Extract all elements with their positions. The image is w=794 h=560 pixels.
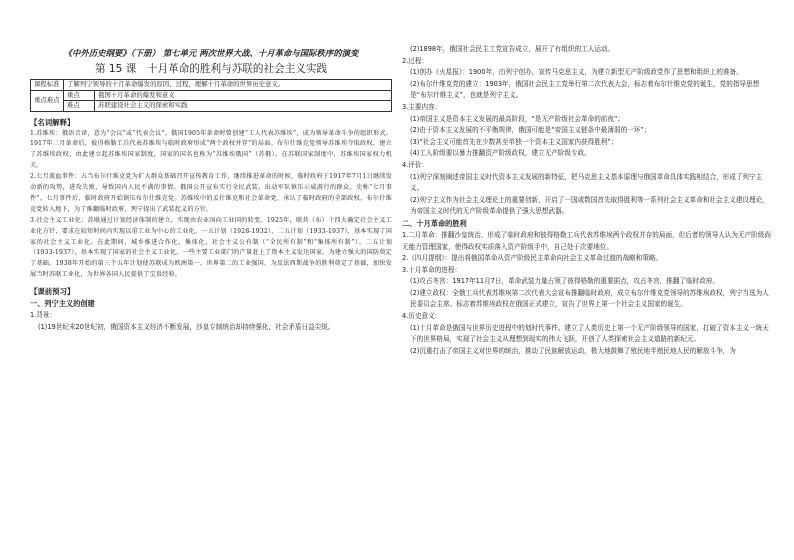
revolution-process-1: (1)攻占冬宫：1917年11月7日，革命武装力量占领了彼得格勒的重要据点，攻占冬宫，推翻了临时政府。	[410, 277, 720, 286]
background-item-2: (2)1898年，俄国社会民主工党宣告成立，展开了有组织的工人运动。	[410, 45, 615, 53]
significance-2: (2)沉重打击了帝国主义对世界的统治，推动了民族解放运动，极大地鼓舞了殖民地半殖民地人民的解放斗争，为	[410, 346, 736, 355]
term-soviet: 1.苏维埃：俄语音译，意为“会议”或“代表会议”。俄国1905年革命时曾创建“工人代表苏维埃”，成为领导革命斗争的组织形式。1917年二月革命后，彼得格勒工兵代表苏维埃与临时政府形成“两个政权并存”的局面。布尔什维克党领导苏维埃夺取政权，建立了苏维埃政权，由此建立起苏维埃国家制度，国家的国名也称为“苏维埃俄国”（苏俄）。在苏联国家制度中，苏维埃国家权力机关。	[30, 129, 392, 170]
terms-block	[30, 129, 392, 282]
main-content-label: 3.主要内容：	[402, 102, 442, 111]
goal-text-standard: 了解列宁领导的十月革命爆发的原因、过程，理解十月革命的世界历史意义。	[64, 80, 392, 91]
revolution-process-label: 3.十月革命的进程：	[402, 265, 462, 274]
main-content-2: (2)由于资本主义发展的不平衡规律，俄国可能是“帝国主义链条中最薄弱的一环”；	[410, 126, 651, 135]
lesson-title: 第 15 课 十月革命的胜利与苏联的社会主义实践	[94, 63, 328, 75]
evaluation-1: (1)列宁深刻阐述帝国主义时代资本主义发展的新特征，把马克思主义基本原理与俄国革命具体实践相结合，形成了列宁主义。	[410, 172, 763, 193]
significance-1: (1)十月革命是俄国与世界历史进程中的划时代事件。建立了人类历史上第一个无产阶级领导的国家，打破了资本主义一统天下的世界格局，实现了社会主义从理想到现实的伟大飞跃，开创了人类探索社会主义道路的新纪元。	[410, 323, 769, 344]
process-item-2: (2)布尔什维克党的建立：1903年，俄国社会民主工党举行第二次代表大会，标志着布尔什维克党的诞生，党的指导思想是“布尔什维主义”，也就是列宁主义。	[410, 79, 760, 100]
significance-label: 4.历史意义：	[402, 312, 442, 321]
unit-title: 《中外历史纲要》（下册） 第七单元 两次世界大战、十月革命与国际秩序的演变	[63, 48, 359, 58]
revolution-process-2: (2)建立政权：全俄工兵代表苏维埃第二次代表大会宣布推翻临时政府，成立布尔什维克党领导的苏维埃政权，列宁当选为人民委员会主席。标志着苏维埃政权在俄国正式建立，宣告了世界上第一个社会主义国家的诞生。	[410, 288, 769, 309]
background-label: 1.背景：	[30, 311, 57, 320]
term-industrialization: 3.社会主义工业化：苏联通过计划经济体制的建立，实现由农业国向工业国的转变。1925年，联共（布）十四大确定社会主义工业化方针，要求在较短时间内实现以重工业为中心的工业化，一五计划（1928-1932）、二五计划（1933-1937），基本实现了国家的社会主义工业化。在此期间，城乡推进合作化、集体化，社会主义公有制（“全民所有制”和“集体所有制”）。二五计划（1933-1937），基本实现了国家的社会主义工业化，一些主要工业部门的产量赶上了资本主义发达国家，为建立强大的国防奠定了基础。1938年开始的第三个五年计划使苏联成为欧洲第一、世界第二的工业强国，为反法西斯战争的胜利奠定了基础，加快发展当时苏联工业化，为世界各国人民提供了宝贵经验。	[30, 216, 392, 279]
main-content-1: (1)帝国主义是资本主义发展的最高阶段，“是无产阶级社会革命的前夜”；	[410, 114, 624, 123]
term-july-days: 2.七月流血事件：五当布尔什维克党为扩大群众基础召开宣传教育工作，继续推进革命的时候，临时政府于1917年7月1日继续发动新的攻势，进攻失败，导致国内人民不满的事情。俄国公开宣布实行全民武装，出动军队镇压示威游行的群众。史称“七月事件”。七月事件后，临时政府开始镇压布尔什维克党。苏维埃中的孟什维克和社会革命党，承认了临时政府的全部政权，布尔什维克党转入地下，为了推翻临时政府，列宁提出了武装起义的方针。	[30, 173, 392, 213]
difficulty-label: 难点	[64, 101, 95, 112]
right-column	[402, 44, 774, 357]
left-column	[30, 0, 392, 333]
process-item-1: (1)创办《火星报》：1900年，由列宁创办，宣传马克思主义，为建立新型无产阶级政党作了思想和组织上的准备。	[410, 68, 743, 77]
terms-heading: 【名词解释】	[30, 117, 75, 127]
key-text: 俄国十月革命的爆发和意义	[95, 90, 392, 101]
main-content-3: (3)“社会主义可能首先在少数甚至单独一个资本主义国家内获得胜利”；	[410, 137, 618, 146]
evaluation-2: (2)列宁主义作为社会主义理论上的重要创新，开启了一国或数国首先取得胜利等一系列社会主义革命和社会主义建设理论，为帝国主义时代的无产阶级革命提供了强大思想武器。	[410, 195, 769, 216]
goal-label-standard: 课程标准	[31, 80, 64, 91]
process-label: 2.过程：	[402, 56, 429, 65]
goal-label-keypoints: 重点难点	[31, 90, 64, 111]
difficulty-text: 苏联建设社会主义的探索和实践	[95, 101, 392, 112]
preview-heading: 【课前预习】	[30, 287, 75, 297]
revolution-item-2: 2.《四月提纲》：提出将俄国革命从资产阶级民主革命向社会主义革命过渡的战略和策略。	[402, 254, 663, 263]
revolution-item-1: 1.二月革命：推翻沙皇统治，形成了临时政府和彼得格勒工兵代表苏维埃两个政权并存的局面，但后者的领导人认为无产阶级尚无能力管理国家，使得政权实质落入资产阶级手中，自己处于次要地位。	[402, 230, 771, 251]
background-item-1: (1)19世纪末20世纪初，俄国资本主义经济不断发展，沙皇专制统治却持续强化，社会矛盾日益尖锐。	[38, 322, 335, 331]
evaluation-label: 4.评价：	[402, 160, 429, 169]
main-content-4: (4)工人阶级要以暴力推翻资产阶级政权，建立无产阶级专政。	[410, 149, 591, 158]
section1-heading: 一、列宁主义的创建	[30, 299, 95, 309]
key-label: 重点	[64, 90, 95, 101]
section2-heading: 二、十月革命的胜利	[402, 218, 467, 228]
goals-table	[30, 79, 392, 112]
